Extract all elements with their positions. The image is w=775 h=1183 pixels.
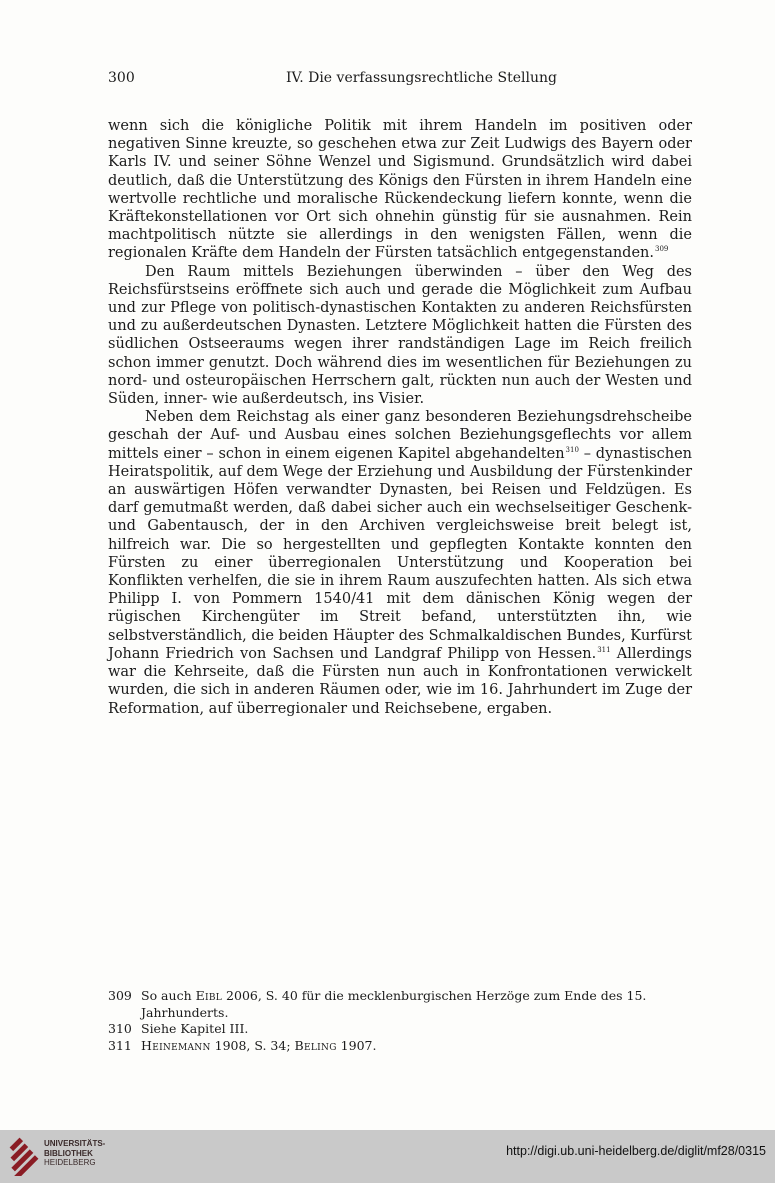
footnote-item [108,1038,692,1055]
body-text [108,117,692,718]
footnote-text-part: 2006, S. 40 für die mecklenburgischen Herzöge zum Ende des 15. Jahrhunderts. [141,988,647,1020]
author-name: Beling [294,1037,337,1053]
footnote-text-part: 1907. [336,1037,377,1053]
footnote-ref[interactable]: 311 [597,645,611,654]
library-name-line: UNIVERSITÄTS- [44,1139,106,1148]
author-name: Eibl [195,988,223,1003]
running-title: IV. Die verfassungsrechtliche Stellung [286,70,557,86]
paragraph-text: Den Raum mittels Beziehungen überwinden – über den Weg des Reichsfürstseins eröffnete sich auch und gerade die Möglichkeit zum Aufbau und zur Pflege von politisch-dynastischen Kontakten zu anderen Reichsfürsten und zu außerdeutschen Dynasten. Letztere Möglichkeit hatten die Fürsten des südlichen Ostseeraums wegen ihrer randständigen Lage im Reich freilich schon immer genutzt. Doch während dies im wesentlichen für Beziehungen zu nord- und osteuropäischen Herrschern galt, rückten nun auch der Westen und Süden, inner- wie außerdeutsch, ins Visier. [108,263,692,408]
footnote-ref[interactable]: 310 [565,445,579,454]
footnote-item [108,988,692,1021]
footnote-number: 310 [108,1021,132,1036]
library-name[interactable] [44,1139,105,1168]
permalink-url[interactable]: http://digi.ub.uni-heidelberg.de/diglit/mf28/0315 [506,1144,766,1158]
paragraph-3 [108,408,692,717]
paragraph-text: – dynastischen Heiratspolitik, auf dem Wege der Erziehung und Ausbildung der Fürstenkinder an auswärtigen Höfen verwandter Dynasten, bei Reisen und Feldzügen. Es darf gemutmaßt werden, daß dabei sicher auch ein wechselseitiger Geschenk- und Gabentausch, der in den Archiven vergleichsweise breit belegt ist, hilfreich war. Die so hergestellten und gepflegten Kontakte konnten den Fürsten zu einer überregionalen Unterstützung und Kooperation bei Konflikten verhelfen, die sie in ihrem Raum auszufechten hatten. Als sich etwa Philipp I. von Pommern 1540/41 mit dem dänischen König wegen der rügischen Kirchengüter im Streit befand, unterstützten ihn, wie selbstverständlich, die beiden Häupter des Schmalkaldischen Bundes, Kurfürst Johann Friedrich von Sachsen und Landgraf Philipp von Hessen. [108,445,692,662]
paragraph-2 [108,263,692,409]
footnotes [108,988,692,1054]
library-logo-icon[interactable] [6,1136,46,1176]
footnote-number: 311 [108,1037,132,1053]
library-name-line: HEIDELBERG [44,1158,96,1167]
footnote-number: 309 [108,988,132,1003]
footnote-text-part: So auch [141,988,196,1003]
paragraph-text: Neben dem Reichstag als einer ganz besonderen Beziehungsdrehscheibe geschah der Auf- und Ausbau eines solchen Beziehungsgeflechts vor allem mittels einer – schon in einem eigenen Kapitel abgehandelten [108,409,692,462]
library-name-line: BIBLIOTHEK [44,1148,93,1158]
footnote-item [108,1021,692,1038]
footnote-text [141,988,692,1021]
footnote-text: Siehe Kapitel III. [141,1021,249,1036]
author-name: Heinemann [141,1037,211,1053]
paragraph-1 [108,117,692,263]
footnote-text-part: 1908, S. 34; [210,1037,295,1053]
page-number: 300 [108,70,135,86]
footnote-ref[interactable]: 309 [655,245,669,254]
paragraph-text: Allerdings war die Kehrseite, daß die Fürsten nun auch in Konfrontationen verwickelt wurden, die sich in anderen Räumen oder, wie im 16. Jahrhundert im Zuge der Reformation, auf überregionaler und Reichsebene, ergaben. [108,645,692,717]
viewer-footer [0,1130,775,1183]
paragraph-text: wenn sich die königliche Politik mit ihrem Handeln im positiven oder negativen Sinne kreuzte, so geschehen etwa zur Zeit Ludwigs des Bayern oder Karls IV. und seiner Söhne Wenzel und Sigismund. Grundsätzlich wird dabei deutlich, daß die Unterstützung des Königs den Fürsten in ihrem Handeln eine wertvolle rechtliche und moralische Rückendeckung liefern konnte, wenn die Kräftekonstellationen vor Ort sich ohnehin günstig für sie ausnahmen. Rein machtpolitisch nützte sie allerdings in den wenigsten Fällen, wenn die regionalen Kräfte dem Handeln der Fürsten tatsächlich entgegenstanden. [108,118,692,262]
footnote-text [141,1038,376,1055]
